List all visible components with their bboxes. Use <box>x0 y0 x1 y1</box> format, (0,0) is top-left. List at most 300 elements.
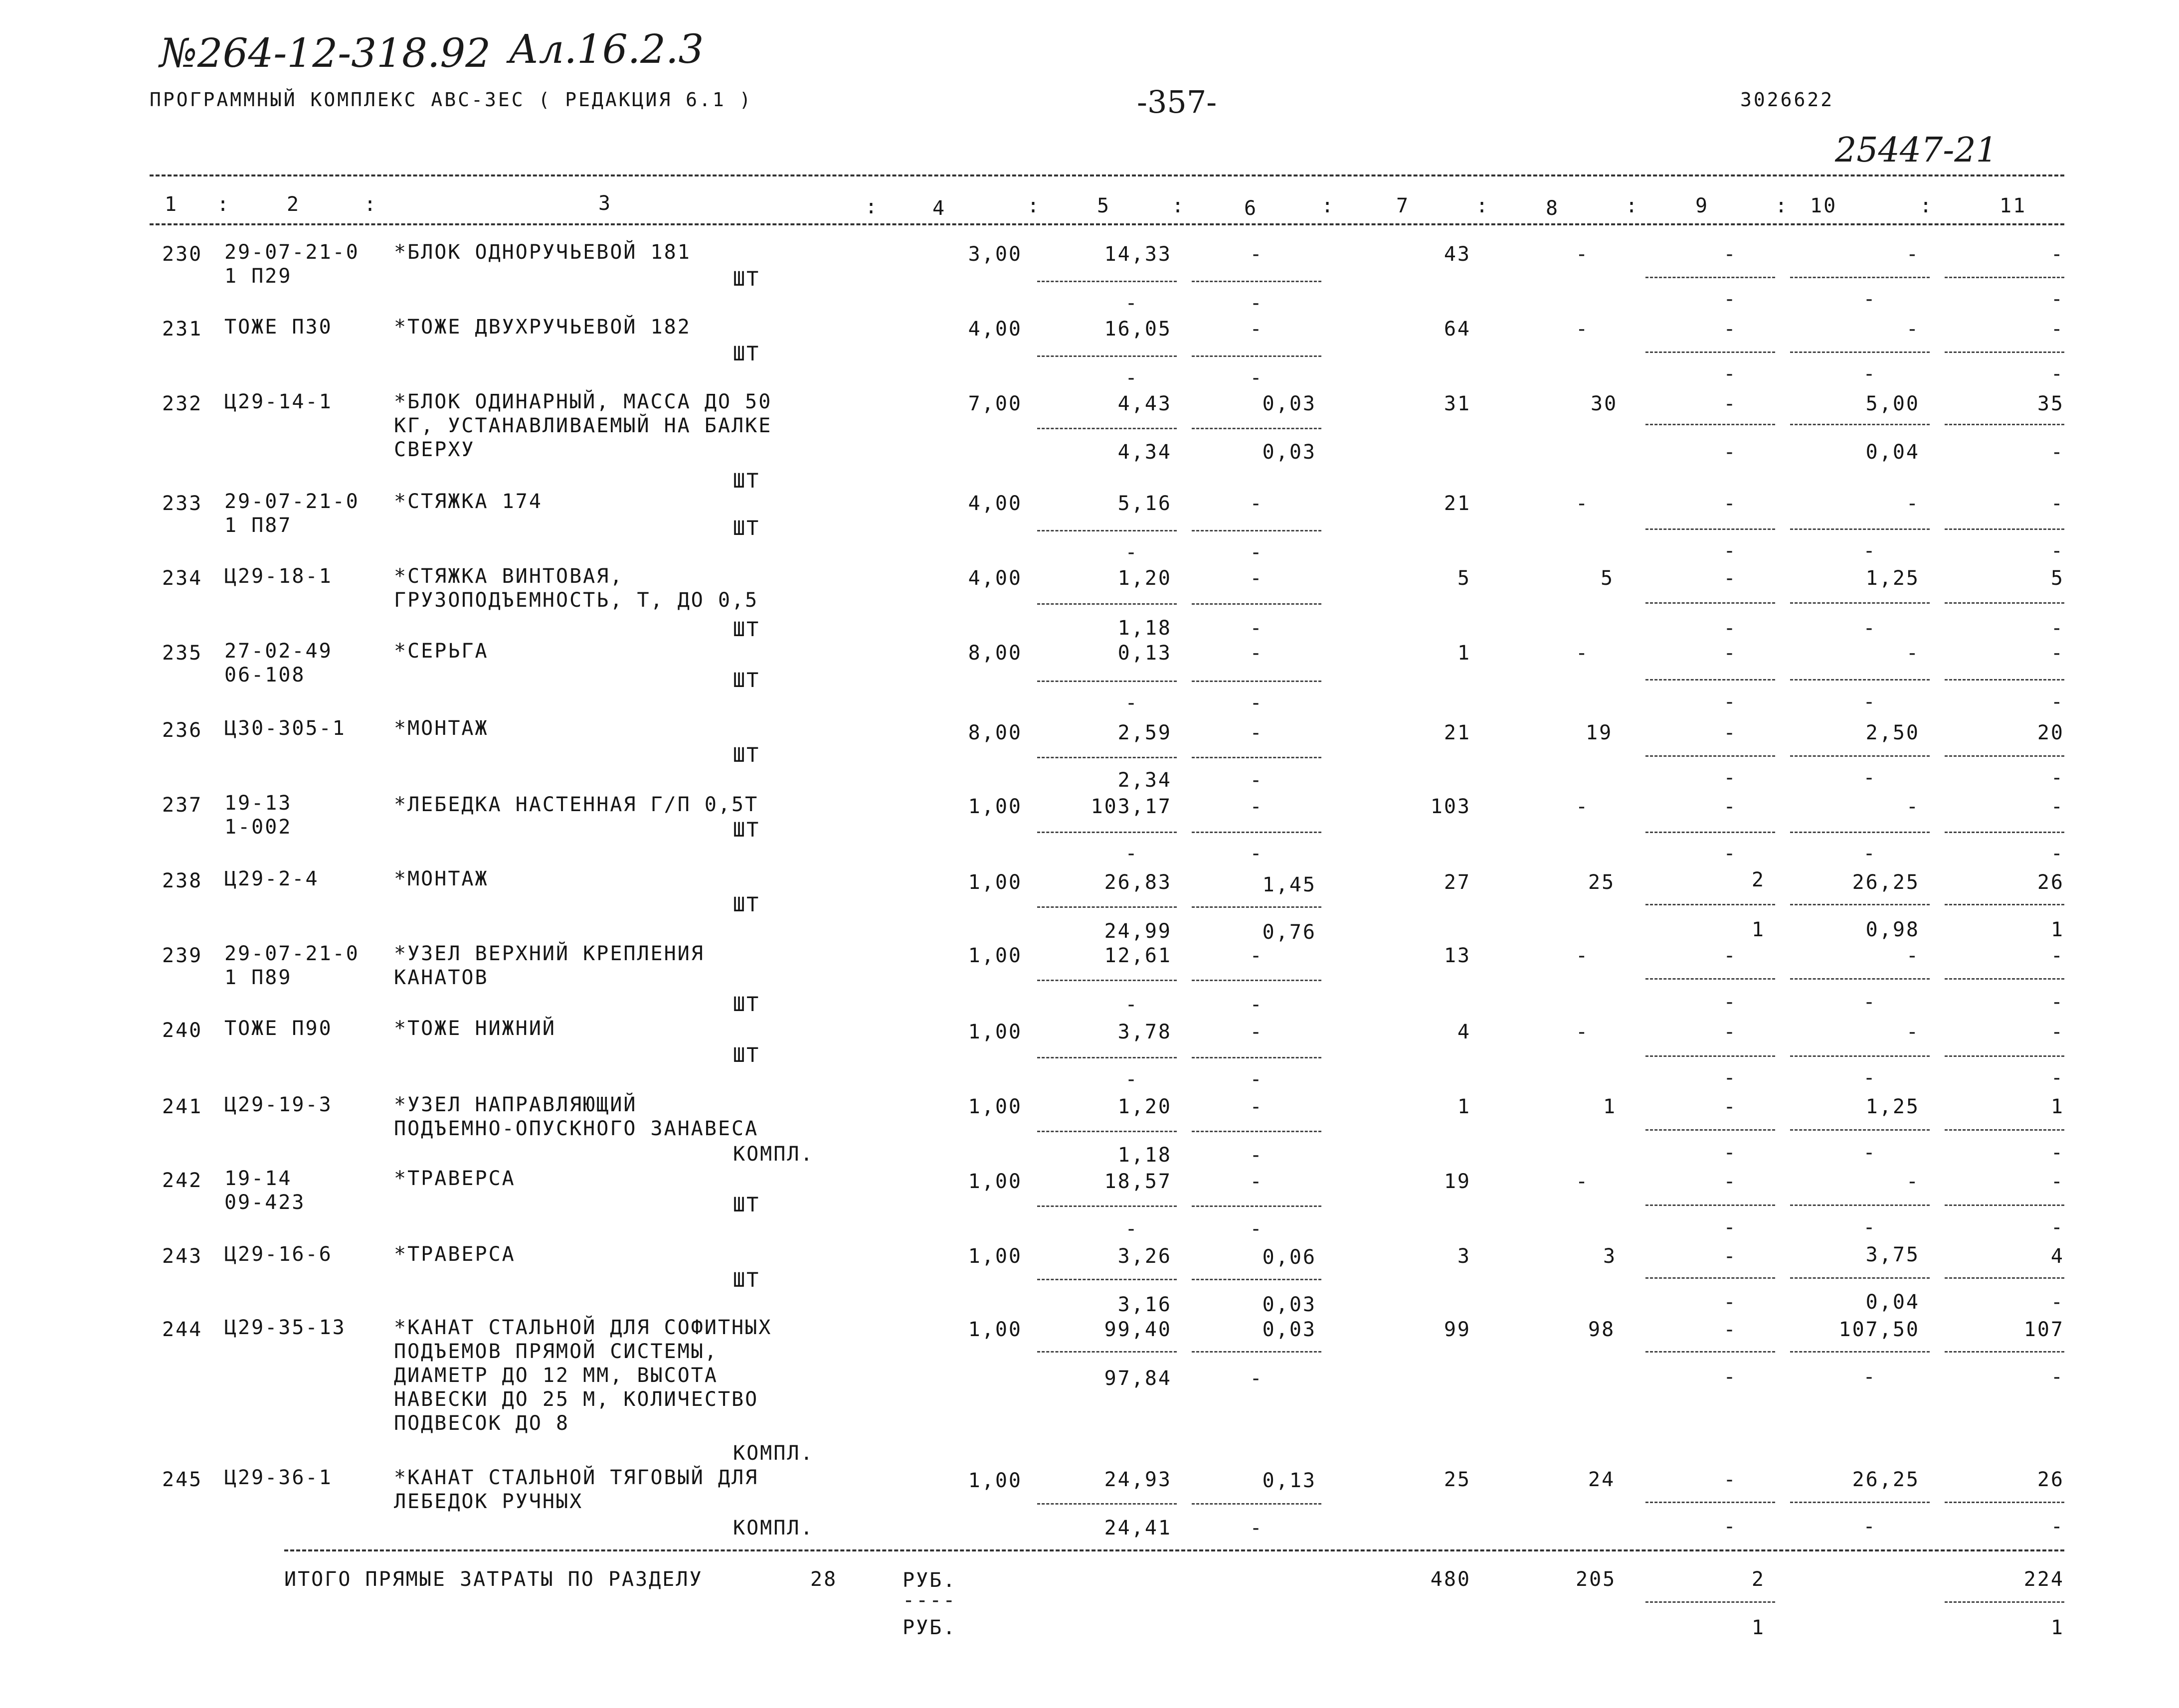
row-col10-sub: - <box>1863 1066 1877 1089</box>
row-col11-sub: - <box>2050 842 2064 865</box>
row-col5-sub: - <box>1125 691 1139 714</box>
row-col7: 25 <box>1444 1468 1471 1491</box>
row-col8: - <box>1576 795 1590 818</box>
row-col9-sub: - <box>1723 617 1737 640</box>
row-col10-sub: - <box>1863 288 1877 311</box>
row-col7: 1 <box>1457 1095 1471 1118</box>
row-col8: 1 <box>1603 1095 1617 1118</box>
row-col6-sub: 0,03 <box>1262 1293 1316 1316</box>
row-col6: 1,45 <box>1262 873 1316 896</box>
row-col6: 0,13 <box>1262 1469 1316 1492</box>
row-col5-sub: - <box>1125 842 1139 865</box>
row-col8: 25 <box>1588 871 1616 894</box>
row-col7: 1 <box>1457 642 1471 665</box>
row-code: 19-14 09-423 <box>224 1167 306 1214</box>
row-col11: 35 <box>2037 392 2064 415</box>
col-header-7: 7 <box>1396 194 1410 217</box>
row-col11-sub: - <box>2050 1515 2064 1538</box>
row-col8: 30 <box>1591 392 1618 415</box>
col-header-6: 6 <box>1244 197 1258 220</box>
row-qty: 4,00 <box>968 567 1022 590</box>
row-number: 242 <box>162 1169 203 1192</box>
row-col6-sub: - <box>1250 617 1264 640</box>
row-number: 233 <box>162 492 203 515</box>
row-unit: ШТ <box>733 669 760 692</box>
row-name: *ТОЖЕ ДВУХРУЧЬЕВОЙ 182 <box>394 316 691 339</box>
row-col6-sub: - <box>1250 1517 1264 1539</box>
row-col9-sub: - <box>1723 991 1737 1014</box>
row-col9: - <box>1723 243 1737 266</box>
row-unit: ШТ <box>733 744 760 767</box>
row-col10-sub: - <box>1863 766 1877 789</box>
row-col6-sub: - <box>1250 1217 1264 1240</box>
row-col6: 0,06 <box>1262 1246 1316 1269</box>
row-col11-sub: 1 <box>2050 918 2064 941</box>
row-col10-sub: - <box>1863 362 1877 385</box>
row-col11-sub: - <box>2050 539 2064 562</box>
row-col6-sub: - <box>1250 691 1264 714</box>
row-col10: - <box>1906 1021 1920 1043</box>
row-col7: 4 <box>1457 1021 1471 1043</box>
row-col8: - <box>1576 243 1590 266</box>
row-number: 236 <box>162 719 203 742</box>
row-col7: 31 <box>1444 392 1471 415</box>
row-name: *УЗЕЛ НАПРАВЛЯЮЩИЙ ПОДЪЕМНО-ОПУСКНОГО ЗАНАВЕСА <box>394 1093 759 1140</box>
row-col10: - <box>1906 318 1920 341</box>
row-col9-sub: - <box>1723 539 1737 562</box>
row-code: Ц29-35-13 <box>224 1316 346 1339</box>
row-col7: 21 <box>1444 721 1471 744</box>
row-col9-sub: - <box>1723 1216 1737 1239</box>
row-col6-sub: - <box>1250 292 1264 315</box>
row-col5: 99,40 <box>1104 1318 1172 1341</box>
row-col6: - <box>1250 1021 1264 1043</box>
row-col9-sub: - <box>1723 1366 1737 1388</box>
row-col5-sub: 4,34 <box>1117 441 1172 464</box>
row-col6-sub: - <box>1250 993 1264 1016</box>
row-code: Ц29-19-3 <box>224 1093 333 1116</box>
row-unit: ШТ <box>733 819 760 842</box>
estimate-page: №264-12-318.92 Ал.16.2.3 ПРОГРАММНЫЙ КОМПЛЕКС АВС-3ЕС ( РЕДАКЦИЯ 6.1 ) -357- 3026622 25447-21 1 2 3 4 5 6 7 8 9 10 11 : : : : : : : : : : 230 29-07-21-0 1 П29 *БЛОК ОДНОРУЧЬЕВОЙ 181 ШТ 3,00 14,33 - 43 - - - - - - - - - 231 ТОЖЕ П30 *ТОЖЕ ДВУХРУЧЬЕВОЙ 182 ШТ 4,00 16,05 - 64 - - - - - - - - - 232 Ц29-14-1 *БЛОК ОДИНАРНЫЙ, МАССА ДО 50 КГ, УСТАНАВЛИВАЕМЫЙ НА БАЛКЕ СВЕРХУ ШТ 7,00 4,43 0,03 31 30 - 5,00 35 4,34 0,03 - 0,04 - 233 29-07-21-0 1 П87 *СТЯЖКА 174 ШТ 4,00 5,16 - 21 - - - - - - - - - 234 Ц29-18-1 *СТЯЖКА ВИНТОВАЯ, ГРУЗОПОДЪЕМНОСТЬ, Т, ДО 0,5 ШТ 4,00 1,20 - 5 5 - 1,25 5 1,18 - - - - 235 27-02-49 06-108 *СЕРЬГА ШТ 8,00 0,13 - 1 - - - - - - - - - 236 Ц30-305-1 *МОНТАЖ ШТ 8,00 2,59 - 21 19 - 2,50 20 2,34 - - - - 237 19-13 1-002 *ЛЕБЕДКА НАСТЕННАЯ Г/П 0,5Т ШТ 1,00 103,17 - 103 - - - - - - - - - 238 Ц29-2-4 *МОНТАЖ ШТ 1,00 26,83 1,45 27 25 2 26,25 26 24,99 0,76 1 0,98 1 239 29-07-21-0 1 П89 *УЗЕЛ ВЕРХНИЙ КРЕПЛЕНИЯ КАНАТОВ ШТ 1,00 12,61 - 13 - - - - - - - - - 240 ТОЖЕ П90 *ТОЖЕ НИЖНИЙ ШТ 1,00 3,78 - 4 - - - - - - - - - 241 Ц29-19-3 *УЗЕЛ НАПРАВЛЯЮЩИЙ ПОДЪЕМНО-ОПУСКНОГО ЗАНАВЕСА КОМПЛ. 1,00 1,20 - 1 1 - 1,25 1 1,18 - - - - 242 19-14 09-423 *ТРАВЕРСА ШТ 1,00 18,57 - 19 - - - - - - - - - 243 Ц29-16-6 *ТРАВЕРСА ШТ 1,00 3,26 0,06 3 3 - 3,75 4 3,16 0,03 - 0,04 - 244 Ц29-35-13 *КАНАТ СТАЛЬНОЙ ДЛЯ СОФИТНЫХ ПОДЪЕМОВ ПРЯМОЙ СИСТЕМЫ, ДИАМЕТР ДО 12 ММ, ВЫСОТА НАВЕСКИ ДО 25 М, КОЛИЧЕСТВО ПОДВЕСОК ДО 8 КОМПЛ. 1,00 99,40 0,03 99 98 - 107,50 107 97,84 - - - - 245 Ц29-36-1 *КАНАТ СТАЛЬНОЙ ТЯГОВЫЙ ДЛЯ ЛЕБЕДОК РУЧНЫХ КОМПЛ. 1,00 24,93 0,13 25 24 - 26,25 26 24,41 - - - - ИТОГО ПРЯМЫЕ ЗАТРАТЫ ПО РАЗДЕЛУ 28 РУБ. ---- РУБ. 480 205 2 224 1 1 <box>150 26 2064 1639</box>
row-col10: - <box>1906 243 1920 266</box>
row-col10-sub: 0,04 <box>1865 441 1920 464</box>
row-col9: - <box>1723 318 1737 341</box>
row-name: *ТРАВЕРСА <box>394 1167 516 1190</box>
row-col11-sub: - <box>2050 288 2064 311</box>
row-unit: КОМПЛ. <box>733 1442 814 1465</box>
row-col8: - <box>1576 318 1590 341</box>
row-col11-sub: - <box>2050 1291 2064 1314</box>
row-name: *БЛОК ОДНОРУЧЬЕВОЙ 181 <box>394 241 691 264</box>
row-col5: 26,83 <box>1104 871 1172 894</box>
row-unit: ШТ <box>733 993 760 1016</box>
row-col7: 5 <box>1457 567 1471 590</box>
row-col7: 3 <box>1457 1245 1471 1268</box>
row-col5: 5,16 <box>1117 492 1172 515</box>
row-code: 29-07-21-0 1 П89 <box>224 942 360 989</box>
row-unit: ШТ <box>733 342 760 365</box>
totals-col7: 480 <box>1430 1568 1471 1591</box>
page-number: -357- <box>1137 84 1217 120</box>
row-col5: 2,59 <box>1117 721 1172 744</box>
row-col10-sub: 0,98 <box>1865 918 1920 941</box>
row-col11-sub: - <box>2050 1366 2064 1388</box>
row-col11: 20 <box>2037 721 2064 744</box>
row-col6-sub: - <box>1250 366 1264 389</box>
row-col5-sub: - <box>1125 993 1139 1016</box>
row-col8: - <box>1576 1170 1590 1193</box>
col-header-11: 11 <box>1999 194 2027 217</box>
row-col9: - <box>1723 1245 1737 1268</box>
row-col7: 13 <box>1444 944 1471 967</box>
row-col6: - <box>1250 721 1264 744</box>
row-col6: - <box>1250 944 1264 967</box>
row-unit: ШТ <box>733 1194 760 1216</box>
row-col11: 26 <box>2037 871 2064 894</box>
totals-currency: РУБ. <box>903 1569 957 1592</box>
row-col9: 2 <box>1751 868 1765 891</box>
row-col9-sub: - <box>1723 1291 1737 1314</box>
col-header-10: 10 <box>1810 194 1837 217</box>
row-col10-sub: - <box>1863 1366 1877 1388</box>
row-col6: - <box>1250 243 1264 266</box>
row-col6-sub: - <box>1250 1144 1264 1167</box>
row-col6: - <box>1250 1095 1264 1118</box>
row-col7: 21 <box>1444 492 1471 515</box>
row-code: 29-07-21-0 1 П87 <box>224 490 360 537</box>
col-header-2: 2 <box>287 193 301 216</box>
row-col9-sub: - <box>1723 441 1737 464</box>
row-col10: 3,75 <box>1865 1243 1920 1266</box>
row-col10-sub: - <box>1863 1515 1877 1538</box>
row-code: 29-07-21-0 1 П29 <box>224 241 360 288</box>
col-header-1: 1 <box>165 193 179 216</box>
row-qty: 8,00 <box>968 721 1022 744</box>
row-qty: 1,00 <box>968 795 1022 818</box>
row-col9-sub: - <box>1723 690 1737 713</box>
row-col5-sub: - <box>1125 1068 1139 1091</box>
row-col9: - <box>1723 492 1737 515</box>
row-col10-sub: - <box>1863 1141 1877 1164</box>
row-col8: 3 <box>1603 1245 1617 1268</box>
row-col11: - <box>2050 243 2064 266</box>
row-code: Ц29-16-6 <box>224 1243 333 1266</box>
row-col8: - <box>1576 642 1590 665</box>
row-col11-sub: - <box>2050 991 2064 1014</box>
row-code: Ц30-305-1 <box>224 717 346 740</box>
row-col5: 14,33 <box>1104 243 1172 266</box>
row-col9: - <box>1723 642 1737 665</box>
row-code: Ц29-18-1 <box>224 565 333 588</box>
row-col7: 19 <box>1444 1170 1471 1193</box>
row-col10: 5,00 <box>1865 392 1920 415</box>
row-qty: 1,00 <box>968 1095 1022 1118</box>
row-col11-sub: - <box>2050 1066 2064 1089</box>
row-col10: - <box>1906 944 1920 967</box>
row-name: *БЛОК ОДИНАРНЫЙ, МАССА ДО 50 КГ, УСТАНАВЛИВАЕМЫЙ НА БАЛКЕ СВЕРХУ <box>394 390 772 461</box>
row-col9-sub: - <box>1723 288 1737 311</box>
row-col5: 3,26 <box>1117 1245 1172 1268</box>
row-col6-sub: - <box>1250 842 1264 865</box>
col-header-3: 3 <box>598 192 612 215</box>
row-col11: 1 <box>2050 1095 2064 1118</box>
row-name: *КАНАТ СТАЛЬНОЙ ДЛЯ СОФИТНЫХ ПОДЪЕМОВ ПРЯМОЙ СИСТЕМЫ, ДИАМЕТР ДО 12 ММ, ВЫСОТА НАВЕСКИ ДО 25 М, КОЛИЧЕСТВО ПОДВЕСОК ДО 8 <box>394 1316 772 1435</box>
row-col11-sub: - <box>2050 1141 2064 1164</box>
row-number: 245 <box>162 1468 203 1491</box>
row-col11: - <box>2050 1170 2064 1193</box>
totals-col11-sub: 1 <box>2050 1616 2064 1639</box>
row-number: 238 <box>162 869 203 892</box>
row-col5: 4,43 <box>1117 392 1172 415</box>
row-col5-sub: 1,18 <box>1117 617 1172 640</box>
row-col11-sub: - <box>2050 362 2064 385</box>
row-col9: - <box>1723 392 1737 415</box>
row-col8: 24 <box>1588 1468 1616 1491</box>
row-col9-sub: - <box>1723 842 1737 865</box>
row-number: 235 <box>162 642 203 665</box>
row-col11-sub: - <box>2050 690 2064 713</box>
row-name: *ЛЕБЕДКА НАСТЕННАЯ Г/П 0,5Т <box>394 793 759 816</box>
row-number: 230 <box>162 243 203 266</box>
row-number: 243 <box>162 1245 203 1268</box>
row-col10: 1,25 <box>1865 567 1920 590</box>
row-col8: 98 <box>1588 1318 1616 1341</box>
totals-section: 28 <box>810 1568 838 1591</box>
row-col5: 24,93 <box>1104 1468 1172 1491</box>
row-col11: - <box>2050 318 2064 341</box>
row-unit: ШТ <box>733 470 760 493</box>
row-code: 27-02-49 06-108 <box>224 640 333 686</box>
row-col5-sub: 1,18 <box>1117 1144 1172 1167</box>
row-col11-sub: - <box>2050 617 2064 640</box>
row-col6-sub: - <box>1250 1068 1264 1091</box>
row-col5-sub: 24,41 <box>1104 1517 1172 1539</box>
row-name: *СЕРЬГА <box>394 640 489 663</box>
row-col5: 3,78 <box>1117 1021 1172 1043</box>
row-unit: КОМПЛ. <box>733 1143 814 1166</box>
row-col9: - <box>1723 721 1737 744</box>
totals-currency-second: РУБ. <box>903 1616 957 1639</box>
row-col11-sub: - <box>2050 766 2064 789</box>
row-col8: - <box>1576 944 1590 967</box>
row-unit: ШТ <box>733 1269 760 1292</box>
row-col7: 99 <box>1444 1318 1471 1341</box>
row-name: *УЗЕЛ ВЕРХНИЙ КРЕПЛЕНИЯ КАНАТОВ <box>394 942 705 989</box>
row-col11: - <box>2050 1021 2064 1043</box>
row-qty: 1,00 <box>968 1318 1022 1341</box>
row-col10-sub: - <box>1863 842 1877 865</box>
row-col8: 19 <box>1586 721 1613 744</box>
row-col9: - <box>1723 944 1737 967</box>
row-col7: 43 <box>1444 243 1471 266</box>
document-code: 3026622 <box>1740 89 1834 111</box>
row-col10-sub: - <box>1863 539 1877 562</box>
row-col5: 1,20 <box>1117 1095 1172 1118</box>
row-col11-sub: - <box>2050 1216 2064 1239</box>
row-col10: - <box>1906 1170 1920 1193</box>
row-qty: 1,00 <box>968 1170 1022 1193</box>
totals-col8: 205 <box>1576 1568 1617 1591</box>
row-col5: 12,61 <box>1104 944 1172 967</box>
row-number: 234 <box>162 567 203 590</box>
row-col10-sub: - <box>1863 991 1877 1014</box>
row-col10: 1,25 <box>1865 1095 1920 1118</box>
row-number: 241 <box>162 1095 203 1118</box>
row-unit: ШТ <box>733 1044 760 1067</box>
handwritten-reference: 25447-21 <box>1835 131 1997 170</box>
row-code: Ц29-14-1 <box>224 390 333 413</box>
row-col10-sub: 0,04 <box>1865 1291 1920 1314</box>
row-col6: - <box>1250 492 1264 515</box>
row-col6: - <box>1250 795 1264 818</box>
row-col11-sub: - <box>2050 441 2064 464</box>
row-number: 244 <box>162 1318 203 1341</box>
row-col9: - <box>1723 795 1737 818</box>
totals-col9: 2 <box>1751 1568 1765 1591</box>
row-number: 232 <box>162 392 203 415</box>
row-col8: 5 <box>1601 567 1615 590</box>
totals-currency-divider: ---- <box>903 1589 957 1612</box>
row-col10-sub: - <box>1863 617 1877 640</box>
handwritten-album-number: Ал.16.2.3 <box>509 26 704 72</box>
row-col10-sub: - <box>1863 1216 1877 1239</box>
row-col11: 5 <box>2050 567 2064 590</box>
row-name: *ТРАВЕРСА <box>394 1243 516 1266</box>
col-header-4: 4 <box>932 197 946 220</box>
row-col5: 16,05 <box>1104 318 1172 341</box>
row-code: Ц29-2-4 <box>224 867 319 890</box>
row-unit: КОМПЛ. <box>733 1517 814 1539</box>
row-col9-sub: - <box>1723 1066 1737 1089</box>
row-col5: 0,13 <box>1117 642 1172 665</box>
row-col6: - <box>1250 1170 1264 1193</box>
row-unit: ШТ <box>733 268 760 291</box>
row-col9-sub: 1 <box>1751 918 1765 941</box>
row-qty: 4,00 <box>968 492 1022 515</box>
row-name: *СТЯЖКА ВИНТОВАЯ, ГРУЗОПОДЪЕМНОСТЬ, Т, ДО 0,5 <box>394 565 759 612</box>
row-col10-sub: - <box>1863 690 1877 713</box>
row-col11: - <box>2050 492 2064 515</box>
row-col5-sub: - <box>1125 1217 1139 1240</box>
row-qty: 7,00 <box>968 392 1022 415</box>
row-col6: - <box>1250 567 1264 590</box>
row-name: *МОНТАЖ <box>394 867 489 890</box>
row-col5: 103,17 <box>1090 795 1172 818</box>
row-col6-sub: 0,03 <box>1262 441 1316 464</box>
row-code: Ц29-36-1 <box>224 1466 333 1489</box>
row-col6-sub: 0,76 <box>1262 921 1316 944</box>
row-col6-sub: - <box>1250 541 1264 564</box>
row-qty: 8,00 <box>968 642 1022 665</box>
row-col10: 107,50 <box>1838 1318 1920 1341</box>
row-col5-sub: - <box>1125 292 1139 315</box>
row-col5: 1,20 <box>1117 567 1172 590</box>
row-col7: 64 <box>1444 318 1471 341</box>
row-number: 231 <box>162 318 203 341</box>
row-number: 240 <box>162 1019 203 1042</box>
row-col9: - <box>1723 1468 1737 1491</box>
totals-col9-sub: 1 <box>1751 1616 1765 1639</box>
row-col6-sub: - <box>1250 769 1264 792</box>
row-unit: ШТ <box>733 618 760 641</box>
row-col11: - <box>2050 642 2064 665</box>
col-header-5: 5 <box>1097 194 1111 217</box>
row-col9-sub: - <box>1723 766 1737 789</box>
row-col10: - <box>1906 642 1920 665</box>
row-col11: - <box>2050 944 2064 967</box>
row-col10: 2,50 <box>1865 721 1920 744</box>
row-col5-sub: 97,84 <box>1104 1367 1172 1390</box>
row-col6: 0,03 <box>1262 1318 1316 1341</box>
row-col9: - <box>1723 567 1737 590</box>
row-qty: 1,00 <box>968 1021 1022 1043</box>
row-qty: 4,00 <box>968 318 1022 341</box>
row-col11: 26 <box>2037 1468 2064 1491</box>
row-col10: 26,25 <box>1852 871 1920 894</box>
row-name: *МОНТАЖ <box>394 717 489 740</box>
row-col9-sub: - <box>1723 362 1737 385</box>
row-col9-sub: - <box>1723 1515 1737 1538</box>
row-col5: 18,57 <box>1104 1170 1172 1193</box>
handwritten-doc-number: №264-12-318.92 <box>160 30 491 76</box>
row-name: *СТЯЖКА 174 <box>394 490 543 513</box>
row-qty: 1,00 <box>968 1469 1022 1492</box>
row-col6: 0,03 <box>1262 392 1316 415</box>
row-col9: - <box>1723 1170 1737 1193</box>
row-code: ТОЖЕ П90 <box>224 1017 333 1040</box>
row-qty: 1,00 <box>968 1245 1022 1268</box>
row-col5-sub: - <box>1125 541 1139 564</box>
row-col5-sub: 3,16 <box>1117 1293 1172 1316</box>
row-col5-sub: 24,99 <box>1104 920 1172 943</box>
row-col7: 27 <box>1444 871 1471 894</box>
program-title: ПРОГРАММНЫЙ КОМПЛЕКС АВС-3ЕС ( РЕДАКЦИЯ 6.1 ) <box>150 89 753 111</box>
row-col10: 26,25 <box>1852 1468 1920 1491</box>
row-col11: 4 <box>2050 1245 2064 1268</box>
row-col6: - <box>1250 318 1264 341</box>
totals-col11: 224 <box>2023 1568 2064 1591</box>
row-col9-sub: - <box>1723 1141 1737 1164</box>
row-qty: 1,00 <box>968 871 1022 894</box>
row-code: ТОЖЕ П30 <box>224 316 333 339</box>
row-col7: 103 <box>1430 795 1471 818</box>
col-header-8: 8 <box>1546 197 1560 220</box>
row-number: 237 <box>162 794 203 817</box>
totals-label: ИТОГО ПРЯМЫЕ ЗАТРАТЫ ПО РАЗДЕЛУ <box>284 1568 703 1591</box>
row-name: *КАНАТ СТАЛЬНОЙ ТЯГОВЫЙ ДЛЯ ЛЕБЕДОК РУЧНЫХ <box>394 1466 759 1513</box>
row-col6-sub: - <box>1250 1367 1264 1390</box>
row-col10: - <box>1906 492 1920 515</box>
row-col8: - <box>1576 1021 1590 1043</box>
row-col10: - <box>1906 795 1920 818</box>
row-col5-sub: - <box>1125 366 1139 389</box>
row-code: 19-13 1-002 <box>224 792 292 839</box>
row-col11: 107 <box>2023 1318 2064 1341</box>
col-header-9: 9 <box>1695 194 1709 217</box>
row-qty: 1,00 <box>968 944 1022 967</box>
row-col9: - <box>1723 1021 1737 1043</box>
row-unit: ШТ <box>733 893 760 916</box>
row-col8: - <box>1576 492 1590 515</box>
row-col5-sub: 2,34 <box>1117 769 1172 792</box>
row-qty: 3,00 <box>968 243 1022 266</box>
row-col6: - <box>1250 642 1264 665</box>
row-number: 239 <box>162 944 203 967</box>
row-unit: ШТ <box>733 517 760 540</box>
row-col9: - <box>1723 1318 1737 1341</box>
row-col9: - <box>1723 1095 1737 1118</box>
row-name: *ТОЖЕ НИЖНИЙ <box>394 1017 556 1040</box>
